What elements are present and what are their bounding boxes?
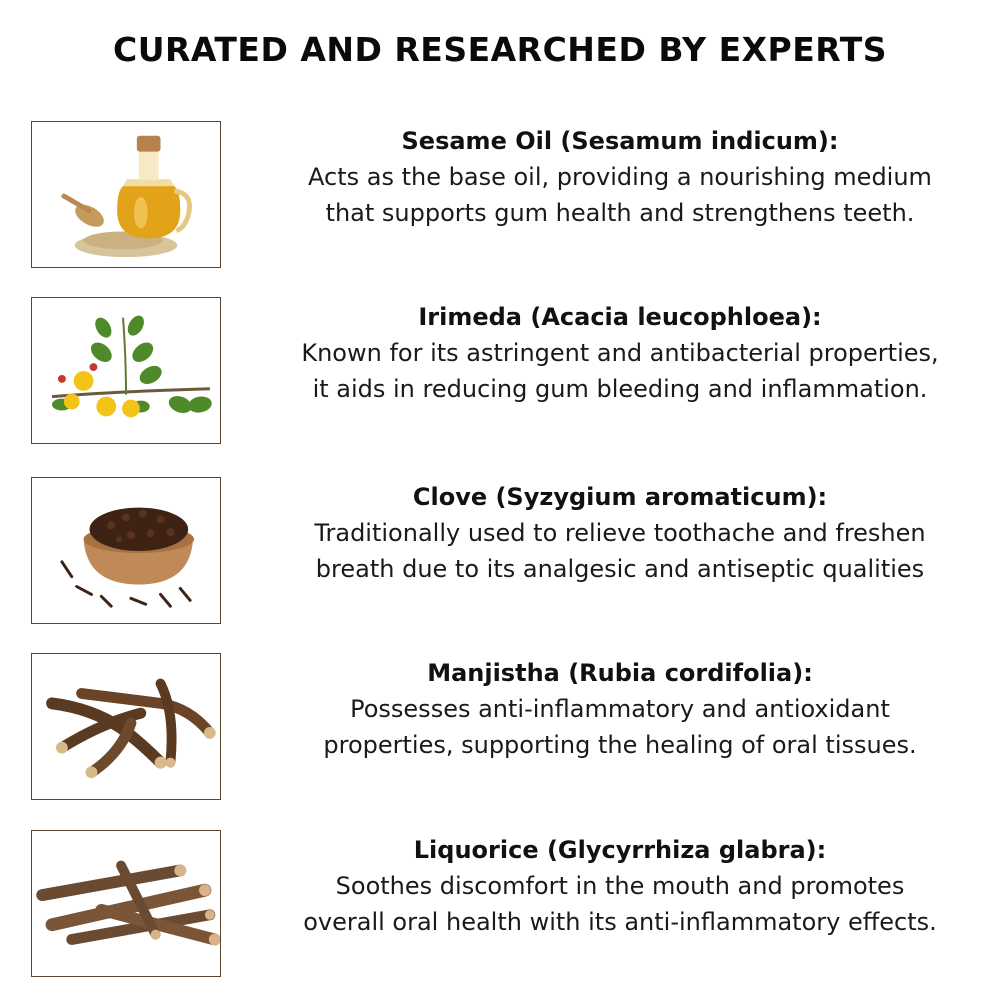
acacia-branch-icon [31,297,221,444]
clove-bowl-icon [31,477,221,624]
page-title: CURATED AND RESEARCHED BY EXPERTS [112,30,887,69]
sesame-oil-icon [31,121,221,268]
ingredient-description: Traditionally used to relieve toothache and freshen breath due to its analgesic and antiseptic qualities [314,519,926,583]
ingredient-title: Clove (Syzygium aromaticum): [412,483,828,511]
ingredient-row-sesame [0,121,1000,281]
ingredient-row-irimeda [0,297,1000,457]
manjistha-roots-icon [31,653,221,800]
ingredient-row-manjistha [0,653,1000,813]
ingredient-description: Possesses anti-inflammatory and antioxidant properties, supporting the healing of oral tissues. [323,695,917,759]
ingredient-row-clove [0,477,1000,637]
ingredient-description: Known for its astringent and antibacterial properties, it aids in reducing gum bleeding and inflammation. [301,339,939,403]
ingredient-title: Sesame Oil (Sesamum indicum): [401,127,839,155]
ingredient-row-liquorice [0,830,1000,990]
ingredient-description: Soothes discomfort in the mouth and promotes overall oral health with its anti-inflammatory effects. [303,872,937,936]
ingredient-description: Acts as the base oil, providing a nourishing medium that supports gum health and strengthens teeth. [308,163,932,227]
liquorice-sticks-icon [31,830,221,977]
ingredient-title: Irimeda (Acacia leucophloea): [418,303,822,331]
ingredient-title: Liquorice (Glycyrrhiza glabra): [413,836,827,864]
ingredient-title: Manjistha (Rubia cordifolia): [427,659,813,687]
